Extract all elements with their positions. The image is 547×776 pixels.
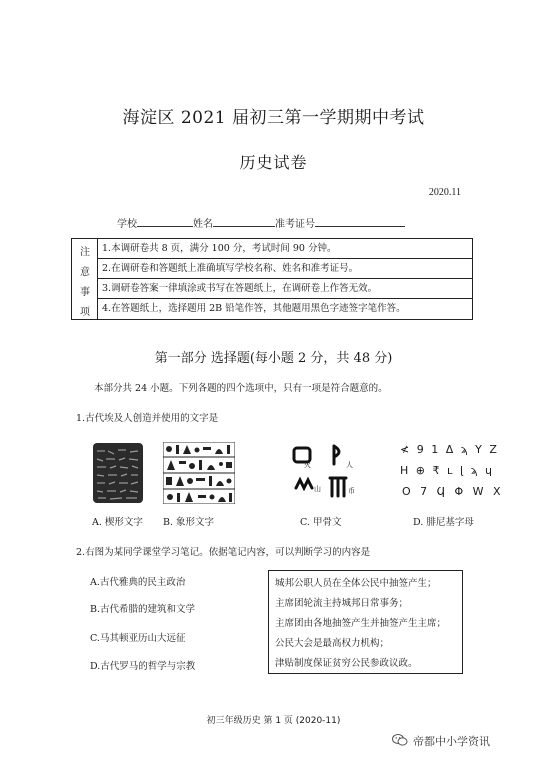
option-a-label[interactable]: A. 楔形文字 — [92, 517, 143, 528]
phoenician-row: O 7 Ϥ Φ W X — [402, 485, 504, 498]
name-blank[interactable] — [213, 216, 275, 227]
q2-option-a[interactable]: A.古代雅典的民主政治 — [90, 577, 186, 588]
notice-head-char: 意 — [80, 267, 90, 278]
note-line: 主席团轮流主持城邦日常事务； — [275, 598, 409, 609]
cuneiform-tablet-image — [92, 442, 144, 504]
exam-id-label: 准考证号 — [275, 219, 315, 230]
exam-id-blank[interactable] — [315, 216, 405, 227]
q2-option-b[interactable]: B.古代希腊的建筑和文学 — [90, 604, 196, 615]
name-label: 姓名 — [193, 219, 213, 230]
exam-title: 海淀区 2021 届初三第一学期期中考试 — [122, 108, 425, 128]
notice-box — [71, 238, 473, 320]
note-line: 城邦公职人员在全体公民中抽签产生； — [275, 578, 437, 589]
notice-heading — [72, 239, 98, 319]
notice-item: 2.在调研卷和答题纸上准确填写学校名称、姓名和准考证号。 — [98, 259, 472, 279]
notice-item: 1.本调研卷共 8 页，满分 100 分，考试时间 90 分钟。 — [98, 239, 472, 259]
hieroglyph-image — [163, 442, 235, 504]
exam-subtitle: 历史试卷 — [239, 153, 308, 172]
exam-date: 2020.11 — [428, 187, 461, 198]
phoenician-row: ≮ 9 1 Δ ϡ Y Z — [400, 443, 499, 456]
wechat-icon — [392, 732, 408, 746]
page-footer: 初三年级历史 第 1 页 (2020-11) — [206, 716, 341, 726]
student-info-line — [117, 215, 405, 230]
oracle-glyph-label: 币 — [348, 487, 355, 495]
option-b-label[interactable]: B. 象形文字 — [163, 517, 215, 528]
oracle-glyph-label: 火 — [304, 461, 311, 469]
school-blank[interactable] — [137, 216, 193, 227]
watermark: 帝都中小学资讯 — [413, 735, 490, 748]
note-line: 公民大会是最高权力机构； — [275, 638, 390, 649]
notice-head-char: 注 — [80, 247, 90, 258]
part-intro: 本部分共 24 小题。下列各题的四个选项中，只有一项是符合题意的。 — [94, 383, 388, 394]
notice-head-char: 事 — [80, 287, 90, 298]
oracle-bone-glyphs-image — [290, 442, 360, 504]
part-heading: 第一部分 选择题(每小题 2 分，共 48 分) — [154, 351, 393, 366]
option-d-label[interactable]: D. 腓尼基字母 — [413, 517, 474, 528]
notice-item: 3.调研卷答案一律填涂或书写在答题纸上，在调研卷上作答无效。 — [98, 279, 472, 299]
phoenician-row: H ⊕ ₹ ʟ ɭ ϡ ɥ — [400, 464, 494, 477]
oracle-glyph-label: 人 — [346, 461, 353, 469]
notice-head-char: 项 — [80, 307, 90, 318]
question-1-stem: 1.古代埃及人创造并使用的文字是 — [76, 413, 219, 424]
note-line: 主席团由各地抽签产生并抽签产生主席； — [275, 618, 447, 629]
notice-item: 4.在答题纸上，选择题用 2B 铅笔作答，其他题用黑色字迹签字笔作答。 — [102, 303, 406, 314]
question-2-stem: 2.右图为某同学课堂学习笔记。依据笔记内容，可以判断学习的内容是 — [76, 547, 371, 558]
note-line: 津贴制度保证贫穷公民参政议政。 — [275, 658, 418, 669]
study-notes-box — [268, 570, 463, 674]
phoenician-alphabet-image — [400, 443, 504, 505]
q2-option-c[interactable]: C.马其顿亚历山大远征 — [90, 633, 186, 644]
q2-option-d[interactable]: D.古代罗马的哲学与宗教 — [90, 661, 196, 672]
option-c-label[interactable]: C. 甲骨文 — [300, 517, 342, 528]
school-label: 学校 — [117, 219, 137, 230]
oracle-glyph-label: 山 — [314, 485, 321, 493]
